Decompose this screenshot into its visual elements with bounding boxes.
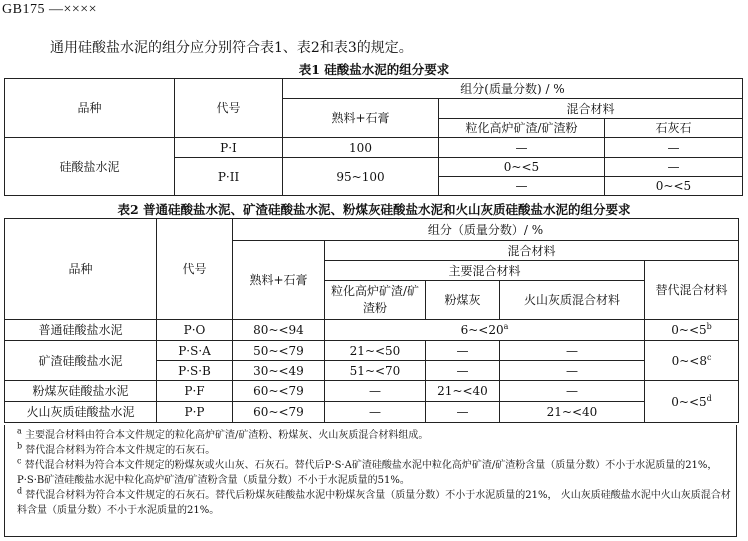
- t1-limestone-cell: 0~<5: [605, 177, 743, 196]
- footnote-c: $^c$ 替代混合材料为符合本文件规定的粉煤灰或火山灰、石灰石。替代后P·S·A矿渣硅酸盐水泥中粒化高炉矿渣/矿渣粉含量（质量分数）不小于水泥质量的21%， P·S·B矿渣硅酸盐水泥中粒化高炉矿渣/矿渣粉含量（质量分数）不小于水泥质量的51%。: [17, 456, 718, 486]
- t1-slag-cell: 0~<5: [439, 158, 605, 177]
- t2-header-clinker: 熟料+石膏: [233, 241, 325, 320]
- table1: [4, 78, 743, 196]
- t2-slag-cell: 51~<70: [325, 361, 426, 381]
- t1-limestone-cell: —: [605, 158, 743, 177]
- table1-caption: 表1 硅酸盐水泥的组分要求: [298, 62, 450, 77]
- t1-header-code: 代号: [175, 79, 283, 138]
- t1-slag-cell: —: [439, 177, 605, 196]
- t2-header-flyash: 粉煤灰: [426, 281, 500, 320]
- t1-header-mixed: 混合材料: [439, 99, 743, 119]
- t2-variety-cell: 火山灰质硅酸盐水泥: [5, 402, 157, 423]
- footnote-a: $^a$ 主要混合材料由符合本文件规定的粒化高炉矿渣/矿渣粉、粉煤灰、火山灰质混合材料组成。: [17, 426, 429, 441]
- t1-clinker-cell: 95~100: [283, 158, 439, 196]
- table2-footnotes: [4, 425, 737, 537]
- t2-slag-cell: —: [325, 381, 426, 402]
- t2-code-cell: P·F: [157, 381, 233, 402]
- t1-code-cell: P·I: [175, 138, 283, 158]
- t1-limestone-cell: —: [605, 138, 743, 158]
- t1-clinker-cell: 100: [283, 138, 439, 158]
- t1-header-variety: 品种: [5, 79, 175, 138]
- t2-header-group: 组分（质量分数）/ %: [233, 219, 739, 241]
- t2-pozzolan-cell: —: [500, 361, 645, 381]
- t2-code-cell: P·O: [157, 320, 233, 341]
- t2-pozzolan-cell: 21~<40: [500, 402, 645, 423]
- table2: [4, 218, 739, 423]
- t2-flyash-cell: 21~<40: [426, 381, 500, 402]
- document-header: GB175 —××××: [2, 2, 98, 17]
- t1-header-slag: 粒化高炉矿渣/矿渣粉: [439, 119, 605, 138]
- t1-code-cell: P·II: [175, 158, 283, 196]
- t2-variety-cell: 粉煤灰硅酸盐水泥: [5, 381, 157, 402]
- footnote-b: $^b$ 替代混合材料为符合本文件规定的石灰石。: [17, 441, 216, 456]
- t2-header-slag: 粒化高炉矿渣/矿渣粉: [325, 281, 426, 320]
- t2-code-cell: P·P: [157, 402, 233, 423]
- t1-variety-cell: 硅酸盐水泥: [5, 138, 175, 196]
- t1-header-limestone: 石灰石: [605, 119, 743, 138]
- t2-slag-cell: 21~<50: [325, 341, 426, 361]
- t2-header-code: 代号: [157, 219, 233, 320]
- t1-slag-cell: —: [439, 138, 605, 158]
- t2-flyash-cell: —: [426, 341, 500, 361]
- t2-flyash-cell: —: [426, 361, 500, 381]
- t2-clinker-cell: 30~<49: [233, 361, 325, 381]
- t2-header-substitute: 替代混合材料: [645, 261, 739, 320]
- t2-clinker-cell: 50~<79: [233, 341, 325, 361]
- t2-main-cell: $6\sim<20^a$: [325, 320, 645, 341]
- t2-code-cell: P·S·A: [157, 341, 233, 361]
- t2-clinker-cell: 80~<94: [233, 320, 325, 341]
- t2-header-main: 主要混合材料: [325, 261, 645, 281]
- t1-header-group: 组分(质量分数) / %: [283, 79, 743, 99]
- footnote-d: $^d$ 替代混合材料为符合本文件规定的石灰石。替代后粉煤灰硅酸盐水泥中粉煤灰含量（质量分数）不小于水泥质量的21%， 火山灰质硅酸盐水泥中火山灰质混合材料含量（质量分数）不小于水泥质量的21%。: [17, 486, 731, 516]
- table2-caption: 表2 普通硅酸盐水泥、矿渣硅酸盐水泥、粉煤灰硅酸盐水泥和火山灰质硅酸盐水泥的组分要求: [117, 202, 631, 217]
- t2-clinker-cell: 60~<79: [233, 381, 325, 402]
- t2-header-variety: 品种: [5, 219, 157, 320]
- t2-code-cell: P·S·B: [157, 361, 233, 381]
- t1-header-clinker: 熟料+石膏: [283, 99, 439, 138]
- t2-substitute-cell: $0\sim<5^d$: [645, 381, 739, 423]
- t2-variety-cell: 普通硅酸盐水泥: [5, 320, 157, 341]
- t2-pozzolan-cell: —: [500, 341, 645, 361]
- t2-variety-cell: 矿渣硅酸盐水泥: [5, 341, 157, 381]
- t2-pozzolan-cell: —: [500, 381, 645, 402]
- t2-substitute-cell: $0\sim<5^b$: [645, 320, 739, 341]
- intro-paragraph: 通用硅酸盐水泥的组分应分别符合表1、表2和表3的规定。: [50, 40, 413, 56]
- t2-header-pozzolan: 火山灰质混合材料: [500, 281, 645, 320]
- t2-flyash-cell: —: [426, 402, 500, 423]
- t2-header-mixed: 混合材料: [325, 241, 739, 261]
- t2-slag-cell: —: [325, 402, 426, 423]
- t2-clinker-cell: 60~<79: [233, 402, 325, 423]
- t2-substitute-cell: $0\sim<8^c$: [645, 341, 739, 381]
